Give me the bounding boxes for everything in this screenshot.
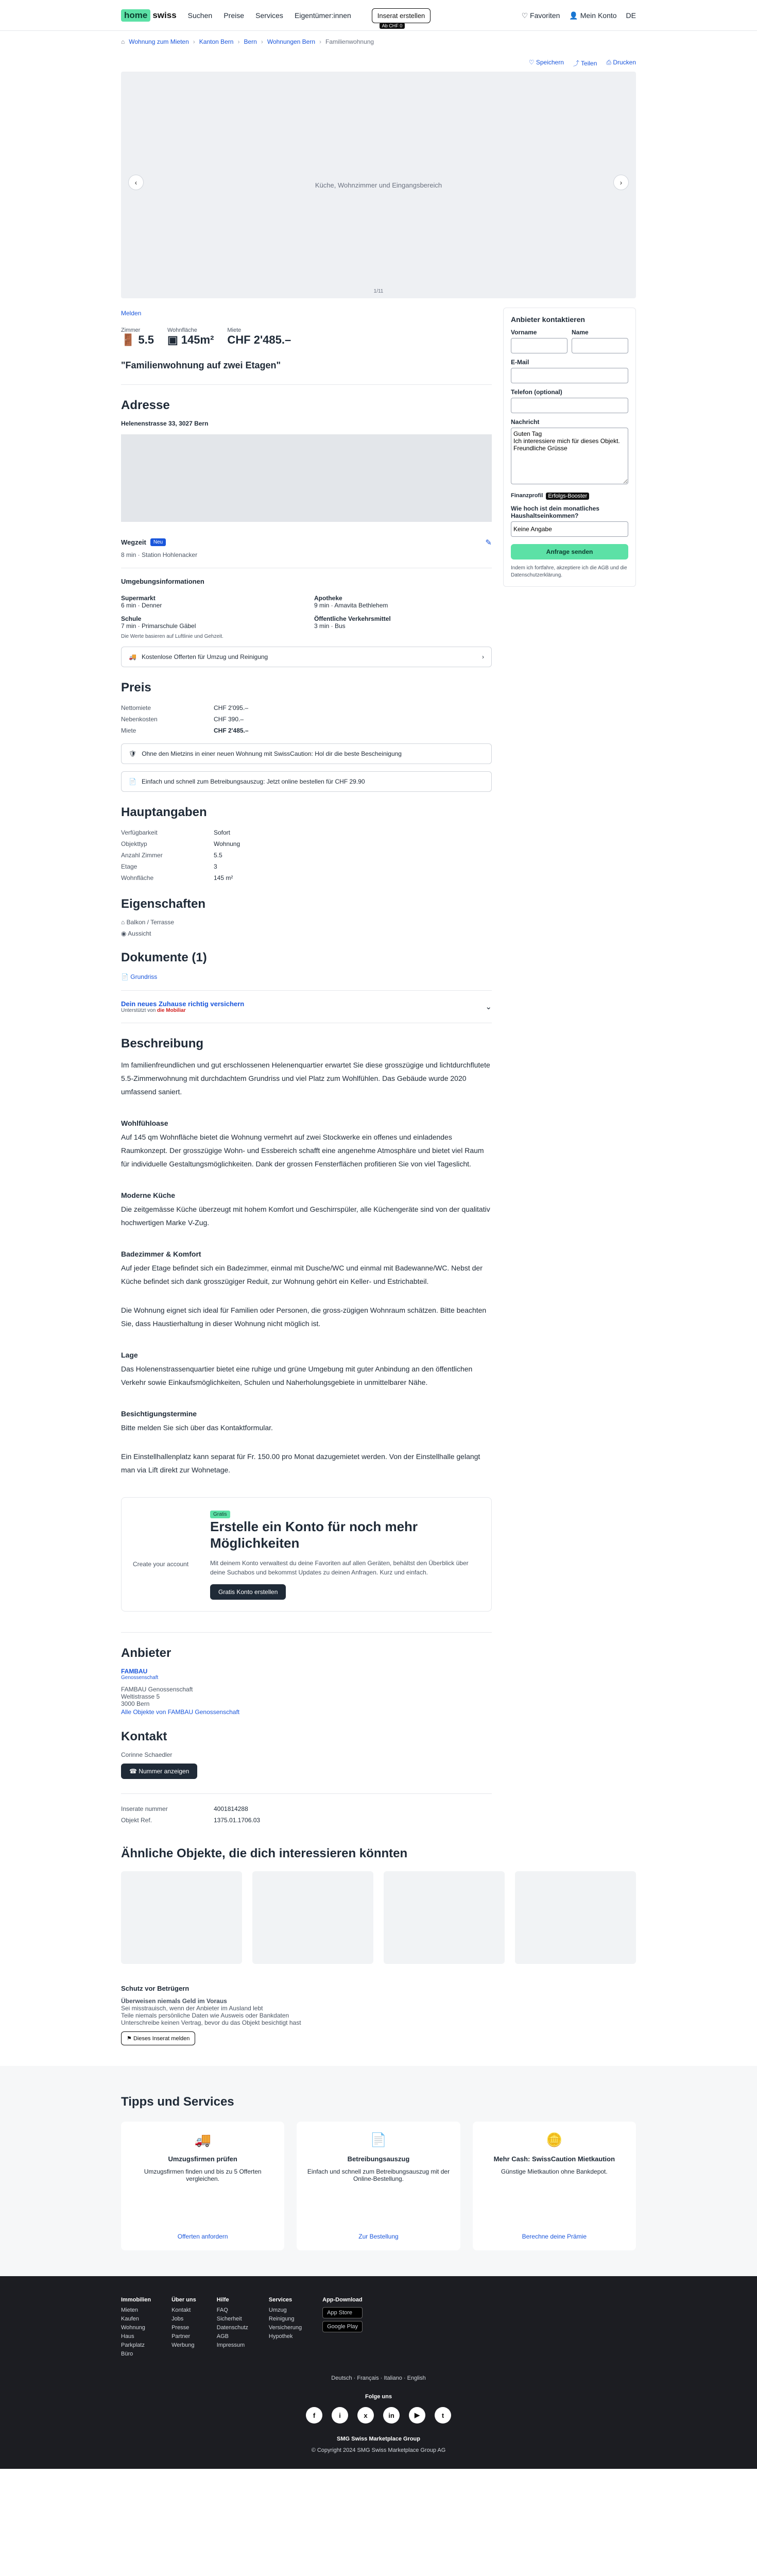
address-heading: Adresse [121,398,170,412]
tip-link[interactable]: Berechne deine Prämie [522,2233,587,2240]
print-button[interactable]: ⎙ Drucken [606,59,636,66]
address-text: Helenenstrasse 33, 3027 Bern [121,420,209,427]
facebook-icon[interactable]: f [306,2407,322,2424]
linkedin-icon[interactable]: in [383,2407,400,2424]
main-nav [188,11,360,20]
report-link[interactable]: Melden [121,310,142,317]
chevron-right-icon: › [482,653,484,660]
deposit-banner[interactable]: 🛡 Ohne den Mietzins in einer neuen Wohnung mit SwissCaution: Hol dir die beste Bescheinigung [121,743,492,764]
commute-heading: Wegzeit [121,538,146,546]
description-heading: Beschreibung [121,1037,204,1050]
nav-prices[interactable]: Preise [223,11,244,20]
lang-link[interactable]: Français [357,2375,379,2381]
tip-link[interactable]: Zur Bestellung [358,2233,399,2240]
nav-owners[interactable]: Eigentümer:innen [295,11,351,20]
coin-icon: 🪙 [546,2132,563,2147]
message-field[interactable] [511,428,628,484]
social-links [121,2407,636,2424]
phone-field[interactable] [511,398,628,413]
chevron-left-icon[interactable]: ‹ [128,175,144,190]
env-grid: Supermarkt 6 min · Denner Apotheke 9 min · Amavita Bethlehem Schule 7 min · Primarschule Gäbel Öffentliche Verkehrsmittel 3 min · Bus [121,595,391,630]
breadcrumb-item[interactable]: Wohnungen Bern [267,38,316,45]
door-icon: 🚪 [121,333,135,346]
chevron-down-icon: ⌄ [485,1003,492,1011]
description: Im familienfreundlichen und gut erschlossenen Helenenquartier erwartet Sie diese grosszügige und lichtdurchflutete 5.5-Zimmerwohnung mit durchdachtem Grundriss und viel Platz zum Wohlfühlen. Das Gebäude wurde 2020 umfassend saniert. Wohlfühloase Auf 145 qm Wohnfläche bietet die Wohnung vermehrt auf zwei Stockwerke ein offenes und einladendes Raumkonzept. Der grosszügige Wohn- und Essbereich schafft eine angenehme Atmosphäre und bietet viel Raum für individuelle Gestaltungsmöglichkeiten. Dank der grossen Fensterflächen profitieren Sie von viel Tageslicht. Moderne Küche Die zeitgemässe Küche überzeugt mit hohem Komfort und Geschirrspüler, alle Küchengeräte sind von der qualitativ hochwertigen Marke V-Zug. Badezimmer & Komfort Auf jeder Etage befindet sich ein Badezimmer, einmal mit Dusche/WC und einmal mit Badewanne/WC. Nebst der Küche befindet sich dank grosszügiger Reduit, zur Wohnung gehört ein Keller- und Estrichabteil. Die Wohnung eignet sich ideal für Familien oder Personen, die gross-zügigen Wohnraum schätzen. Bitte beachten Sie, dass Haustierhaltung in dieser Wohnung nicht möglich ist. Lage Das Holenenstrassenquartier bietet eine ruhige und grüne Umgebung mit guter Anbindung an den öffentlichen Verkehr sowie Einkaufsmöglichkeiten, Schulen und Naherholungsgebiete in unmittelbarer Nähe. Besichtigungstermine Bitte melden Sie sich über das Kontaktformular. Ein Einstellhallenplatz kann separat für Fr. 150.00 pro Monat dazugemietet werden. Von der Einstellhalle gelangt man via Lift direkt zur Wohnetage. [121,1061,490,1474]
nav-search[interactable]: Suchen [187,11,213,20]
breadcrumb-current: Familienwohnung [325,38,374,45]
show-number-button[interactable]: ☎ Nummer anzeigen [121,1764,197,1779]
main-info-heading: Hauptangaben [121,805,207,819]
image-gallery[interactable] [121,72,636,298]
account-link[interactable]: 👤 Mein Konto [569,11,617,20]
truck-icon: 🚚 [194,2132,211,2147]
chevron-right-icon[interactable]: › [613,175,629,190]
breadcrumb-item[interactable]: Kanton Bern [199,38,234,45]
view-icon: ◉ [121,930,127,937]
docs-heading: Dokumente (1) [121,951,207,964]
offers-banner[interactable]: 🚚 Kostenlose Offerten für Umzug und Reinigung › [121,647,492,667]
tip-link[interactable]: Offerten anfordern [177,2233,228,2240]
insurance-banner[interactable]: Dein neues Zuhause richtig versichern Unterstützt von die Mobiliar ⌄ [121,1000,492,1013]
commute-text: 8 min · Station Hohlenacker [121,551,198,558]
features-heading: Eigenschaften [121,897,206,911]
truck-icon: 🚚 [129,653,136,660]
breadcrumb: ⌂ Wohnung zum Mieten › Kanton Bern › Bern › Wohnungen Bern › Familienwohnung [121,38,374,45]
lang-link[interactable]: Deutsch [331,2375,352,2381]
language-select[interactable]: DE [626,11,636,20]
lastname-field[interactable] [572,338,628,353]
save-button[interactable]: ♡ Speichern [528,59,564,66]
tip-card: 📄 Betreibungsauszug Einfach und schnell zum Betreibungsauszug mit der Online-Bestellung. Zur Bestellung [297,2122,460,2250]
price-badge: Ab CHF 0 [380,23,405,29]
similar-heading: Ähnliche Objekte, die dich interessieren könnten [121,1846,408,1860]
report-listing-button[interactable]: ⚑ Dieses Inserat melden [121,2031,195,2045]
floorplan-link[interactable]: 📄 Grundriss [121,973,158,980]
instagram-icon[interactable]: i [332,2407,348,2424]
top-bar [0,0,757,31]
env-heading: Umgebungsinformationen [121,578,204,585]
provider-heading: Anbieter [121,1646,171,1660]
main-column: Melden Zimmer 🚪 5.5 Wohnfläche ▣ 145m² Miete CHF 2'485.– "Familienwohnung auf zwei Etagen" Adresse Helenenstrasse 33, 3027 Bern Wegzeit Neu ✎ 8 min · Station Hohlenacker Umgebungsinformationen Supermarkt 6 min · Denner Apotheke 9 min · Amavita Bethlehem Schule 7 min · Primarschule Gäbel Öffentliche Verkehrsmittel 3 min · Bus Die Werte basieren auf Luftlinie und Gehzeit. 🚚 Kostenlose Offerten für Umzug und Reinigung › Preis Nettomiete CHF 2'095.– Nebenkosten CHF 390.– Miete CHF 2'485.– 🛡 Ohne den Mietzins in einer neuen Wohnung mit SwissCaution: Hol dir die beste Bescheinigung 📄 Einfach und schnell zum Betreibungsauszug: Jetzt online bestellen für CHF 29.90 Hauptangaben Verfügbarkeit Sofort Objekttyp Wohnung Anzahl Zimmer 5.5 Etage 3 Wohnfläche 145 m² Eigenschaften ⌂ Balkon / Terrasse ◉ Aussicht Dokumente (1) 📄 Grundriss Dein neues Zuhause richtig versichern Unterstützt von die Mobiliar ⌄ Beschreibung Im familienfreundlichen und gut erschlossenen Helenenquartier erwartet Sie diese grosszügige und lichtdurchflutete 5.5-Zimmerwohnung mit durchdachtem Grundriss und viel Platz zum Wohlfühlen. Das Gebäude wurde 2020 umfassend saniert. Wohlfühloase Auf 145 qm Wohnfläche bietet die Wohnung vermehrt auf zwei Stockwerke ein offenes und einladendes Raumkonzept. Der grosszügige Wohn- und Essbereich schafft eine angenehme Atmosphäre und bietet viel Raum für individuelle Gestaltungsmöglichkeiten. Dank der grossen Fensterflächen profitieren Sie von viel Tageslicht. Moderne Küche Die zeitgemässe Küche überzeugt mit hohem Komfort und Geschirrspüler, alle Küchengeräte sind von der qualitativ hochwertigen Marke V-Zug. Badezimmer & Komfort Auf jeder Etage befindet sich ein Badezimmer, einmal mit Dusche/WC und einmal mit Badewanne/WC. Nebst der Küche befindet sich dank grosszügiger Reduit, zur Wohnung gehört ein Keller- und Estrichabteil. Die Wohnung eignet sich ideal für Familien oder Personen, die gross-zügigen Wohnraum schätzen. Bitte beachten Sie, dass Haustierhaltung in dieser Wohnung nicht möglich ist. Lage Das Holenenstrassenquartier bietet eine ruhige und grüne Umgebung mit guter Anbindung an den öffentlichen Verkehr sowie Einkaufsmöglichkeiten, Schulen und Naherholungsgebiete in unmittelbarer Nähe. Besichtigungstermine Bitte melden Sie sich über das Kontaktformular. Ein Einstellhallenplatz kann separat für Fr. 150.00 pro Monat dazugemietet werden. Von der Einstellhalle gelangt man via Lift direkt zur Wohnetage. Create your account Gratis Erstelle ein Konto für noch mehr Möglichkeiten Mit deinem Konto verwaltest du deine Favoriten auf allen Geräten, behältst den Überblick über deine Suchabos und bekommst Updates zu deinen Anfragen. Kurz und einfach. Gratis Konto erstellen Anbieter FAMBAU Genossenschaft FAMBAU Genossenschaft Weltistrasse 5 3000 Bern Alle Objekte von FAMBAU Genossenschaft Kontakt Corinne Schaedler ☎ Nummer anzeigen Inserate nummer 4001814288 Objekt Ref. 1375.01.1706.03 [121,310,492,1824]
area-icon: ▣ [167,333,178,346]
nav-services[interactable]: Services [255,11,283,20]
tip-card: 🪙 Mehr Cash: SwissCaution Mietkaution Günstige Mietkaution ohne Bankdepot. Berechne deine Prämie [473,2122,636,2250]
firstname-field[interactable] [511,338,567,353]
email-field[interactable] [511,368,628,383]
document-icon: 📄 [370,2132,387,2147]
create-account-button[interactable]: Gratis Konto erstellen [210,1584,286,1600]
scam-section: Schutz vor Betrügern Überweisen niemals Geld im Voraus Sei misstrauisch, wenn der Anbieter im Ausland lebt Teile niemals persönliche Daten wie Ausweis oder Bankdaten Unterschreibe keinen Vertrag, bevor du das Objekt besichtigt hast ⚑ Dieses Inserat melden [121,1985,636,2045]
tiktok-icon[interactable]: t [435,2407,451,2424]
balcony-icon: ⌂ [121,919,125,926]
map[interactable] [121,434,492,522]
tip-card: 🚚 Umzugsfirmen prüfen Umzugsfirmen finden und bis zu 5 Offerten vergleichen. Offerten anfordern [121,2122,284,2250]
breadcrumb-item[interactable]: Bern [244,38,257,45]
document-icon: 📄 [129,778,136,785]
flag-icon: ⚑ [127,2036,132,2042]
tips-section: Tipps und Services 🚚 Umzugsfirmen prüfen Umzugsfirmen finden und bis zu 5 Offerten vergleichen. Offerten anfordern 📄 Betreibungsauszug Einfach und schnell zum Betreibungsauszug mit der Online-Bestellung. Zur Bestellung 🪙 Mehr Cash: SwissCaution Mietkaution Günstige Mietkaution ohne Bankdepot. Berechne deine Prämie [0,2066,757,2276]
send-request-button[interactable]: Anfrage senden [511,544,628,560]
breadcrumb-item[interactable]: Wohnung zum Mieten [129,38,189,45]
footer: Immobilien Mieten Kaufen Wohnung Haus Parkplatz Büro Über uns Kontakt Jobs Presse Partner Werbung Hilfe FAQ Sicherheit Datenschutz AGB Impressum Services Umzug Reinigung Versicherung Hypothek App-Download App Store Google Play Deutsch · Français · Italiano · English Folge uns f i x in ▶ t SMG Swiss Marketplace Group © Copyright 2024 SMG Swiss Marketplace Group AG [0,2276,757,2469]
key-facts: Zimmer 🚪 5.5 Wohnfläche ▣ 145m² Miete CHF 2'485.– [121,327,291,346]
edit-icon[interactable]: ✎ [485,538,492,547]
x-icon[interactable]: x [357,2407,374,2424]
home-icon[interactable]: ⌂ [121,38,125,45]
logo[interactable]: home swiss [121,9,177,22]
gallery-counter: 1/11 [373,289,384,294]
share-button[interactable]: ⤴ Teilen [573,60,597,67]
lang-link[interactable]: Italiano [384,2375,402,2381]
google-play-button[interactable]: Google Play [322,2321,363,2332]
create-listing-button[interactable]: Inserat erstellen Ab CHF 0 [372,8,431,23]
app-store-button[interactable]: App Store [322,2307,363,2318]
price-heading: Preis [121,681,151,694]
provider-link[interactable]: Alle Objekte von FAMBAU Genossenschaft [121,1708,240,1716]
lang-link[interactable]: English [407,2375,426,2381]
shield-icon: 🛡 [129,750,137,757]
register-banner[interactable]: 📄 Einfach und schnell zum Betreibungsauszug: Jetzt online bestellen für CHF 29.90 [121,771,492,792]
listing-actions [121,53,636,72]
contact-heading: Kontakt [121,1730,167,1743]
gallery-image-caption: Küche, Wohnzimmer und Eingangsbereich [315,181,442,189]
listing-title: "Familienwohnung auf zwei Etagen" [121,360,281,370]
similar-listings[interactable] [121,1871,636,1964]
new-badge: Neu [150,538,166,546]
contact-form: Anbieter kontaktieren Vorname Name E-Mail Telefon (optional) Nachricht Guten Tag Ich interessiere mich für dieses Objekt. Freundliche Grüsse Finanzprofil Erfolgs-Booster Wie hoch ist dein monatliches Haushaltseinkommen? Keine Angabe Anfrage senden Indem ich fortfahre, akzeptiere ich die AGB und die Datenschutzerklärung. [503,308,636,587]
file-icon: 📄 [121,973,129,980]
favorites-link[interactable]: ♡ Favoriten [521,11,560,20]
phone-icon: ☎ [129,1768,137,1775]
income-select[interactable] [511,521,628,537]
account-cta: Create your account Gratis Erstelle ein Konto für noch mehr Möglichkeiten Mit deinem Konto verwaltest du deine Favoriten auf allen Geräten, behältst den Überblick über deine Suchabos und bekommst Updates zu deinen Anfragen. Kurz und einfach. Gratis Konto erstellen [121,1497,492,1612]
youtube-icon[interactable]: ▶ [409,2407,425,2424]
